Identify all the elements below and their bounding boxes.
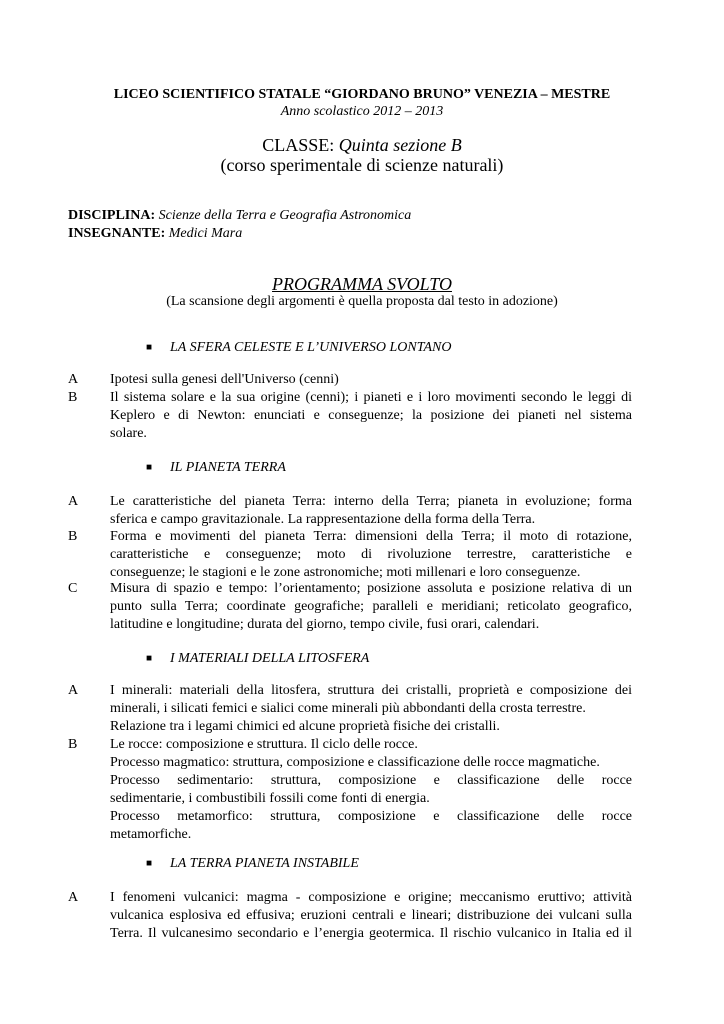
bullet-icon: ■ <box>146 342 153 353</box>
item-line: conseguenze; le stagioni e le zone astronomiche; moti millenari e loro conseguenze. <box>110 565 581 580</box>
bullet-icon: ■ <box>146 858 153 869</box>
item-line: caratteristiche e conseguenze; moto di rivoluzione terrestre, caratteristiche e <box>110 547 632 562</box>
item-line: Il sistema solare e la sua origine (cenni); i pianeti e i loro movimenti secondo le leggi di <box>110 390 632 405</box>
teacher-label: INSEGNANTE: <box>68 226 166 241</box>
item-letter: B <box>68 390 78 405</box>
discipline-line <box>68 207 411 225</box>
class-value: Quinta sezione B <box>338 135 462 155</box>
item-letter: B <box>68 737 78 752</box>
item-text <box>110 682 632 736</box>
item-text <box>110 528 632 582</box>
item-text <box>110 389 632 443</box>
item-text <box>110 889 632 943</box>
item-text <box>110 493 632 529</box>
school-year: Anno scolastico 2012 – 2013 <box>280 104 444 119</box>
teacher-value: Medici Mara <box>168 226 243 241</box>
item-line: Forma e movimenti del pianeta Terra: dimensioni della Terra; il moto di rotazione, <box>110 529 632 544</box>
class-heading <box>0 135 724 156</box>
item-line: I fenomeni vulcanici: magma - composizione e origine; meccanismo eruttivo; attività <box>110 890 632 905</box>
section-title: IL PIANETA TERRA <box>170 460 286 475</box>
item-letter: A <box>68 890 79 905</box>
course-type: (corso sperimentale di scienze naturali) <box>220 155 504 175</box>
item-line: sferica e campo gravitazionale. La rappresentazione della forma della Terra. <box>110 512 536 527</box>
discipline-label: DISCIPLINA: <box>68 208 156 223</box>
section-title: LA SFERA CELESTE E L’UNIVERSO LONTANO <box>170 340 452 355</box>
item-line: metamorfiche. <box>110 827 192 842</box>
section-heading <box>146 459 286 477</box>
section-heading <box>146 339 451 357</box>
school-name: LICEO SCIENTIFICO STATALE “GIORDANO BRUNO” VENEZIA – MESTRE <box>113 87 611 102</box>
item-line: Le rocce: composizione e struttura. Il ciclo delle rocce. <box>110 737 418 752</box>
item-line: Misura di spazio e tempo: l’orientamento; posizione assoluta e posizione relativa di un <box>110 581 632 596</box>
class-label: CLASSE: <box>262 135 335 155</box>
item-line: vulcanica esplosiva ed effusiva; eruzioni centrali e lineari; distribuzione dei vulcani sulla <box>110 908 632 923</box>
teacher-line <box>68 225 242 243</box>
item-letter: B <box>68 529 78 544</box>
program-subtitle: (La scansione degli argomenti è quella proposta dal testo in adozione) <box>166 294 558 309</box>
item-letter: A <box>68 372 79 387</box>
bullet-icon: ■ <box>146 653 153 664</box>
item-line: latitudine e longitudine; durata del giorno, tempo civile, fusi orari, calendari. <box>110 617 540 632</box>
item-letter: A <box>68 683 79 698</box>
item-letter: C <box>68 581 78 596</box>
item-line: I minerali: materiali della litosfera, struttura dei cristalli, proprietà e composizione dei <box>110 683 632 698</box>
item-line: Processo sedimentario: struttura, composizione e classificazione delle rocce <box>110 773 632 788</box>
item-line: Le caratteristiche del pianeta Terra: interno della Terra; pianeta in evoluzione; forma <box>110 494 632 509</box>
item-line: Relazione tra i legami chimici ed alcune proprietà fisiche dei cristalli. <box>110 719 500 734</box>
item-text <box>110 371 632 389</box>
item-letter: A <box>68 494 79 509</box>
item-line: punto sulla Terra; coordinate geografiche; paralleli e meridiani; reticolato geografico, <box>110 599 632 614</box>
item-line: solare. <box>110 426 147 441</box>
item-line: sedimentarie, i combustibili fossili come fonti di energia. <box>110 791 430 806</box>
section-heading <box>146 855 359 873</box>
section-title: LA TERRA PIANETA INSTABILE <box>170 856 359 871</box>
program-title: PROGRAMMA SVOLTO <box>272 274 452 294</box>
item-line: Terra. Il vulcanesimo secondario e l’energia geotermica. Il rischio vulcanico in Italia ed il <box>110 926 632 941</box>
bullet-icon: ■ <box>146 462 153 473</box>
item-line: minerali, i silicati femici e sialici come minerali più abbondanti della crosta terrestre. <box>110 701 586 716</box>
item-line: Processo magmatico: struttura, composizione e classificazione delle rocce magmatiche. <box>110 755 600 770</box>
section-title: I MATERIALI DELLA LITOSFERA <box>170 651 370 666</box>
item-line: Keplero e di Newton: enunciati e conseguenze; la posizione dei pianeti nel sistema <box>110 408 632 423</box>
item-line: Processo metamorfico: struttura, composizione e classificazione delle rocce <box>110 809 632 824</box>
section-heading <box>146 650 369 668</box>
item-line: Ipotesi sulla genesi dell'Universo (cenni) <box>110 372 339 387</box>
item-text <box>110 580 632 634</box>
discipline-value: Scienze della Terra e Geografia Astronomica <box>158 208 412 223</box>
item-text <box>110 736 632 844</box>
